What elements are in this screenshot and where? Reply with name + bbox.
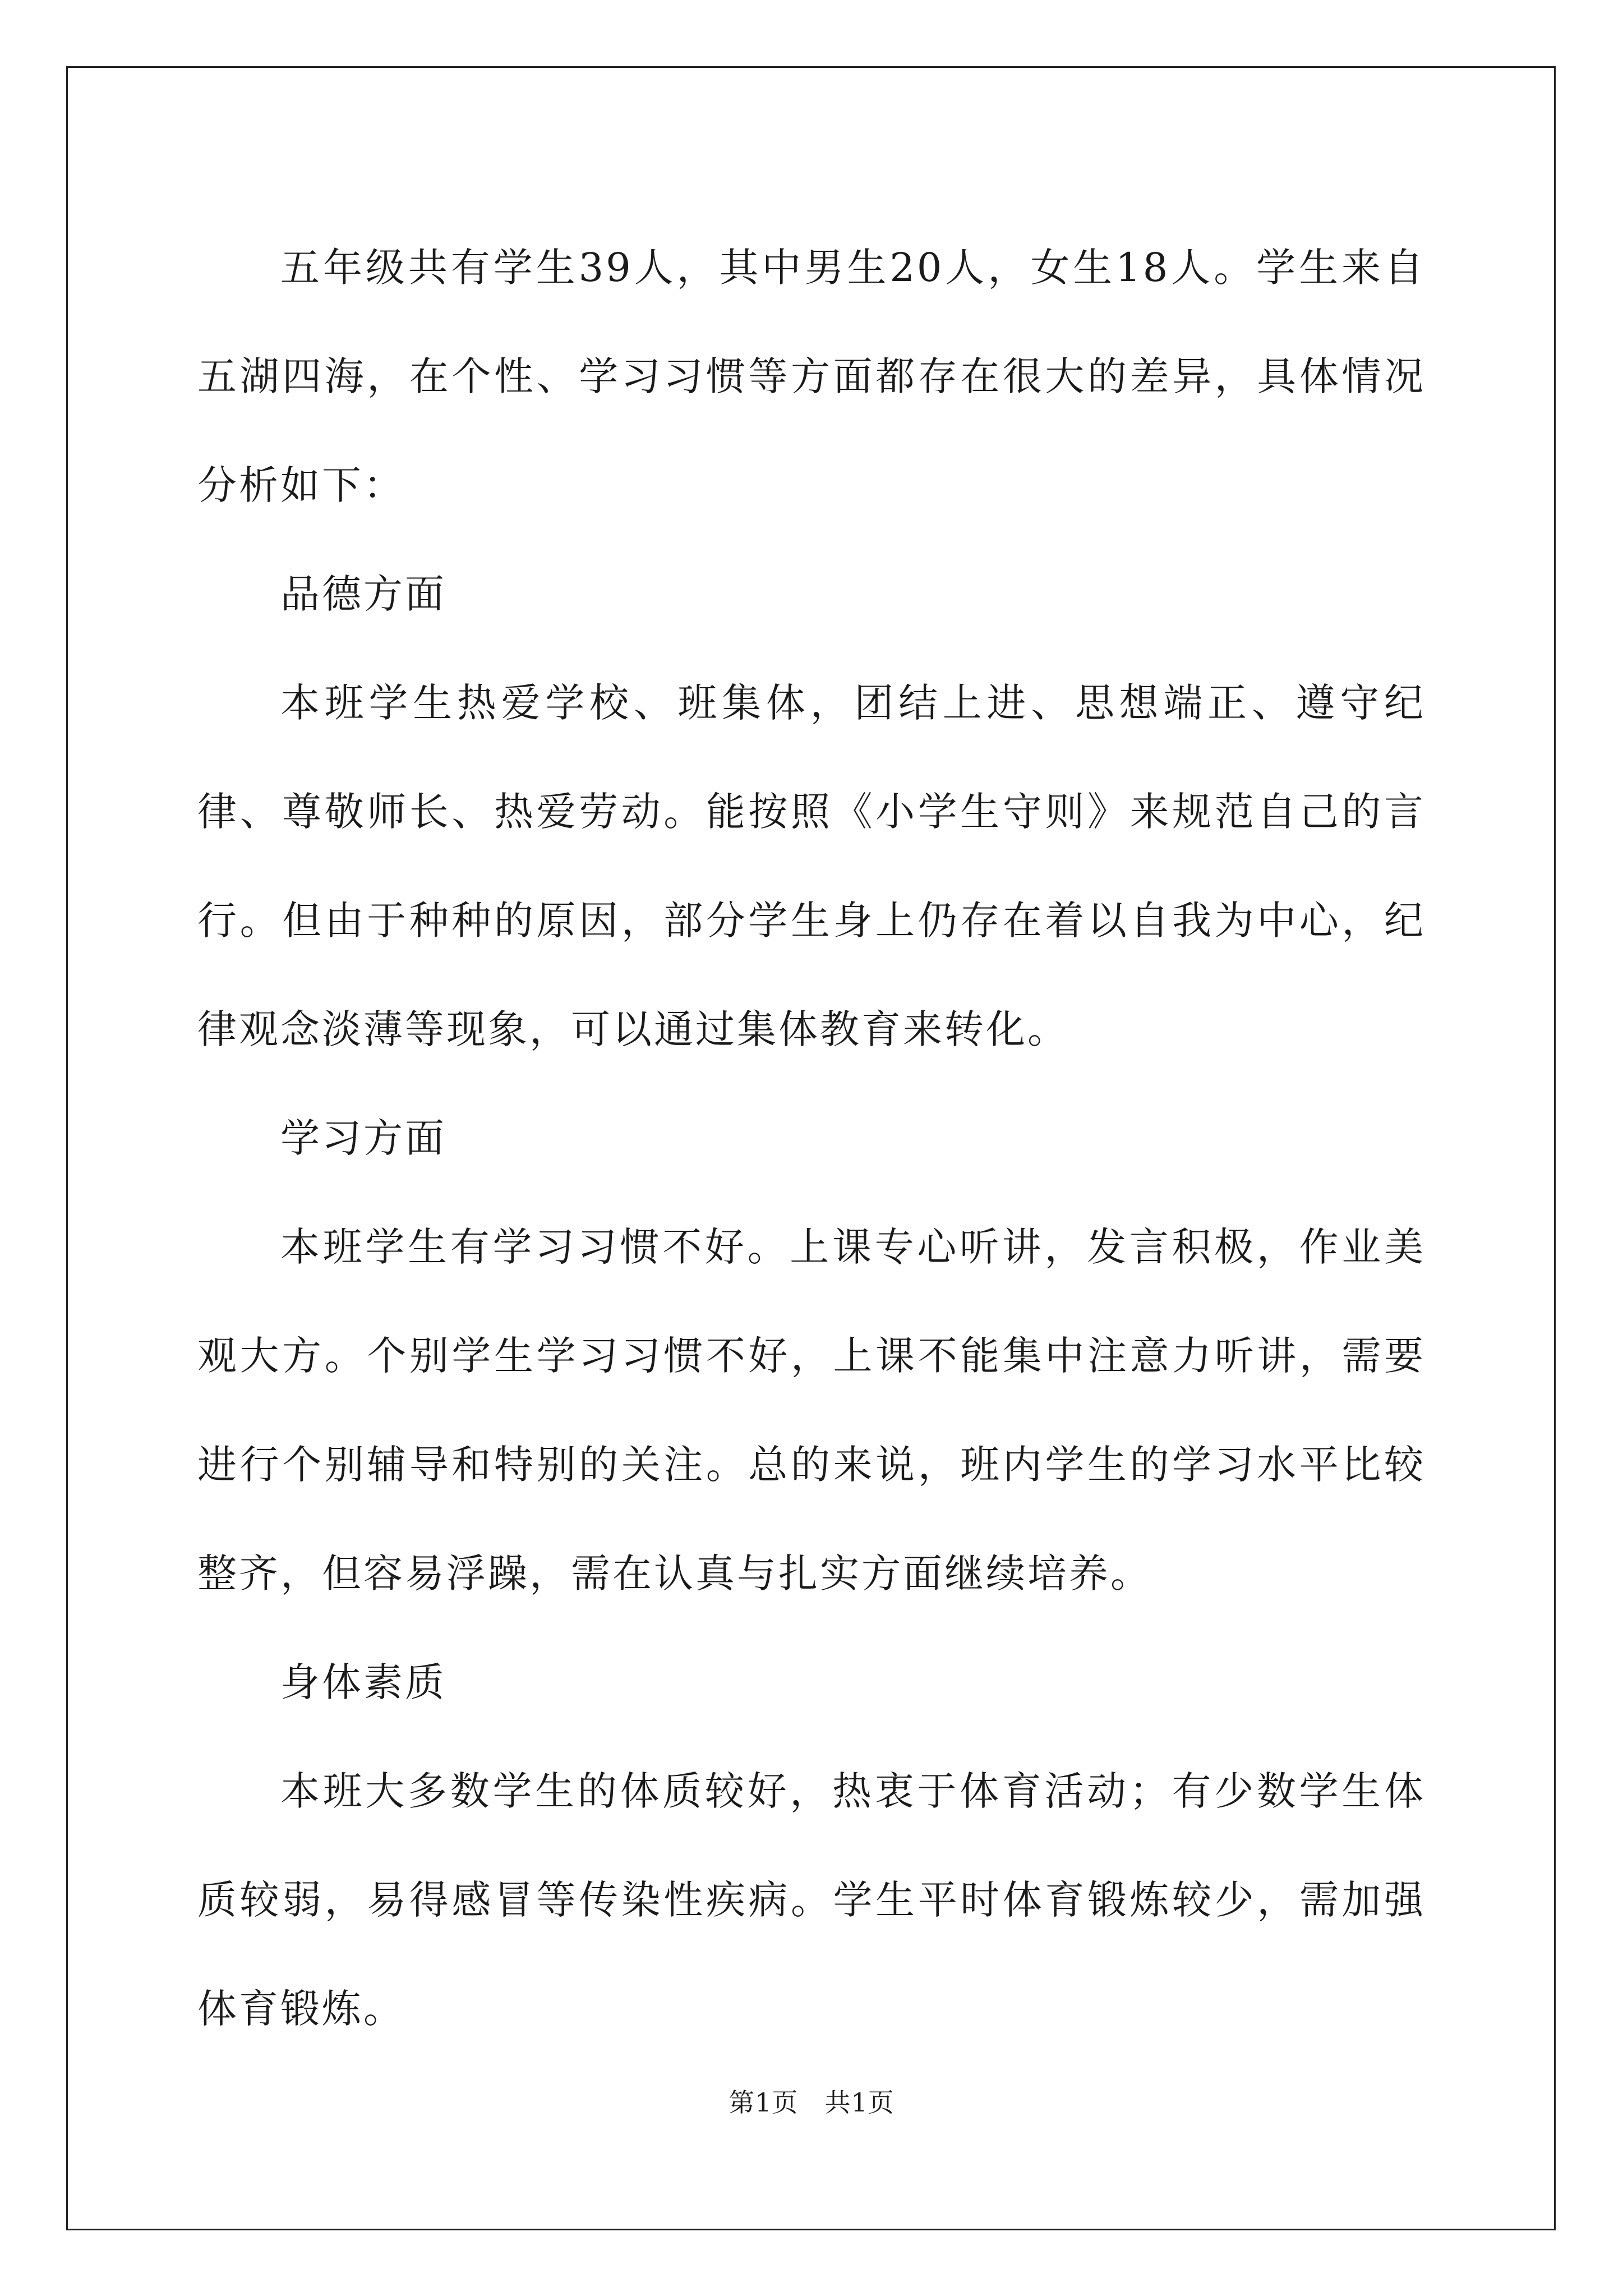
paragraph-physique: 本班大多数学生的体质较好，热衷于体育活动；有少数学生体质较弱，易得感冒等传染性疾病。学生平时体育锻炼较少，需加强体育锻炼。 [197, 1768, 1426, 2032]
section-heading-morality: 品德方面 [280, 571, 446, 617]
paragraph-morality: 本班学生热爱学校、班集体，团结上进、思想端正、遵守纪律、尊敬师长、热爱劳动。能按照《小学生守则》来规范自己的言行。但由于种种的原因，部分学生身上仍存在着以自我为中心，纪律观念淡薄等现象，可以通过集体教育来转化。 [197, 680, 1426, 1052]
page-total: 共1页 [824, 2087, 895, 2118]
section-heading-study: 学习方面 [280, 1115, 446, 1161]
page-number: 第1页 [728, 2087, 799, 2118]
paragraph-study: 本班学生有学习习惯不好。上课专心听讲，发言积极，作业美观大方。个别学生学习习惯不好，上课不能集中注意力听讲，需要进行个别辅导和特别的关注。总的来说，班内学生的学习水平比较整齐，但容易浮躁，需在认真与扎实方面继续培养。 [197, 1224, 1426, 1596]
section-heading-physique: 身体素质 [280, 1659, 446, 1705]
document-body [197, 213, 1426, 2063]
page-footer [0, 2086, 1623, 2119]
paragraph-intro: 五年级共有学生39人，其中男生20人，女生18人。学生来自五湖四海，在个性、学习习惯等方面都存在很大的差异，具体情况分析如下： [197, 245, 1426, 508]
